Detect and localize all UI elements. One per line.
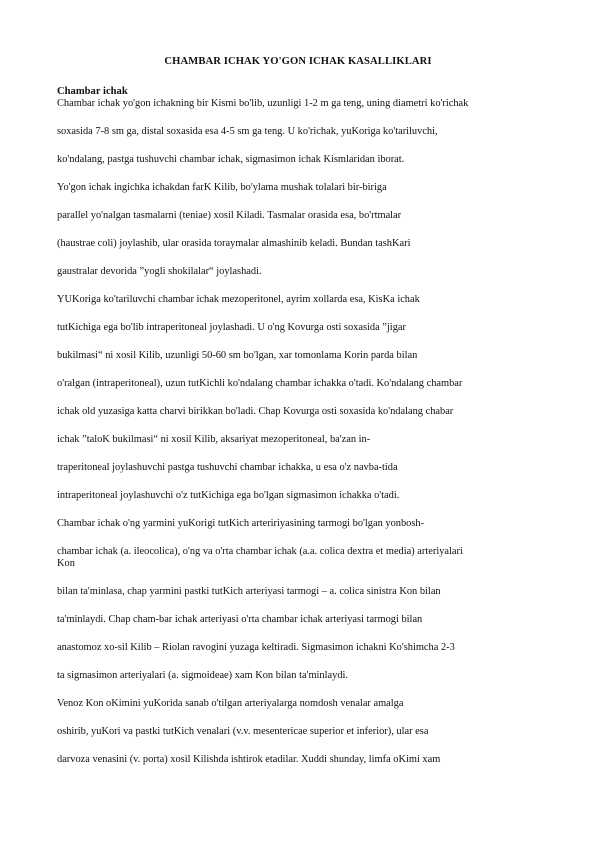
paragraph-line: tutKichiga ega bo'lib intraperitoneal joylashadi. U o'ng Kovurga osti soxasida ”jigar	[57, 322, 406, 333]
paragraph-line: Chambar ichak yo'gon ichakning bir Kismi bo'lib, uzunligi 1-2 m ga teng, uning diametri ko'richak	[57, 98, 469, 109]
paragraph-line: soxasida 7-8 sm ga, distal soxasida esa 4-5 sm ga teng. U ko'richak, yuKoriga ko'tariluvchi,	[57, 126, 438, 137]
paragraph-line: darvoza venasini (v. porta) xosil Kilishda ishtirok etadilar. Xuddi shunday, limfa oKimi xam	[57, 754, 441, 765]
paragraph-line: Venoz Kon oKimini yuKorida sanab o'tilgan arteriyalarga nomdosh venalar amalga	[57, 698, 404, 709]
paragraph-line: YUKoriga ko'tariluvchi chambar ichak mezoperitonel, ayrim xollarda esa, KisKa ichak	[57, 294, 420, 305]
paragraph-line: ko'ndalang, pastga tushuvchi chambar ichak, sigmasimon ichak Kismlaridan iborat.	[57, 154, 405, 165]
paragraph-line: oshirib, yuKori va pastki tutKich venalari (v.v. mesentericae superior et inferior), ular esa	[57, 726, 429, 737]
paragraph-line: bukilmasi“ ni xosil Kilib, uzunligi 50-60 sm bo'lgan, xar tomonlama Korin parda bilan	[57, 350, 418, 361]
document-title: CHAMBAR ICHAK YO'GON ICHAK KASALLIKLARI	[164, 56, 432, 67]
paragraph-line: o'ralgan (intraperitoneal), uzun tutKichli ko'ndalang chambar ichakka o'tadi. Ko'ndalang chambar	[57, 378, 463, 389]
paragraph-line: gaustralar devorida ”yogli shokilalar“ joylashadi.	[57, 266, 262, 277]
paragraph-line: traperitoneal joylashuvchi pastga tushuvchi chambar ichakka, u esa o'z navba-tida	[57, 462, 398, 473]
paragraph-line: (haustrae coli) joylashib, ular orasida toraymalar almashinib keladi. Bundan tashKari	[57, 238, 411, 249]
paragraph-line: Kon	[57, 558, 75, 569]
section-heading: Chambar ichak	[57, 86, 128, 97]
paragraph-line: ta'minlaydi. Chap cham-bar ichak arteriyasi o'rta chambar ichak arteriyasi tarmogi bilan	[57, 614, 423, 625]
paragraph-line: Chambar ichak o'ng yarmini yuKorigi tutKich arteririyasining tarmogi bo'lgan yonbosh-	[57, 518, 425, 529]
paragraph-line: anastomoz xo-sil Kilib – Riolan ravogini yuzaga keltiradi. Sigmasimon ichakni Ko'shimcha 2-3	[57, 642, 455, 653]
paragraph-line: bilan ta'minlasa, chap yarmini pastki tutKich arteriyasi tarmogi – a. colica sinistra Kon bilan	[57, 586, 441, 597]
paragraph-line: ichak ”taloK bukilmasi“ ni xosil Kilib, aksariyat mezoperitoneal, ba'zan in-	[57, 434, 371, 445]
paragraph-line: ichak old yuzasiga katta charvi birikkan bo'ladi. Chap Kovurga osti soxasida ko'ndalang chabar	[57, 406, 454, 417]
paragraph-line: ta sigmasimon arteriyalari (a. sigmoideae) xam Kon bilan ta'minlaydi.	[57, 670, 348, 681]
paragraph-line: chambar ichak (a. ileocolica), o'ng va o'rta chambar ichak (a.a. colica dextra et media) arteriyalari	[57, 546, 463, 557]
paragraph-line: parallel yo'nalgan tasmalarni (teniae) xosil Kiladi. Tasmalar orasida esa, bo'rtmalar	[57, 210, 402, 221]
paragraph-line: intraperitoneal joylashuvchi o'z tutKichiga ega bo'lgan sigmasimon ichakka o'tadi.	[57, 490, 400, 501]
paragraph-line: Yo'gon ichak ingichka ichakdan farK Kilib, bo'ylama mushak tolalari bir-biriga	[57, 182, 387, 193]
